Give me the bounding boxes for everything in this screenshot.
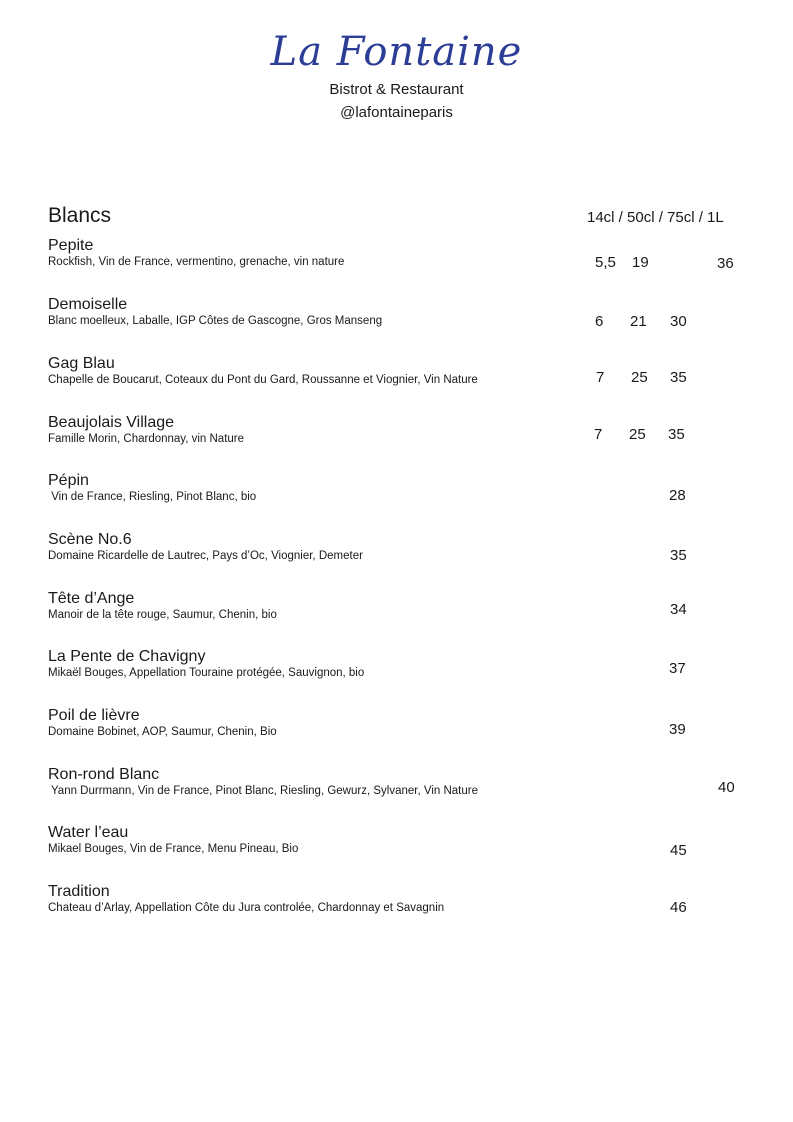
price-75cl: 37 [669,660,686,677]
wine-description: Famille Morin, Chardonnay, vin Nature [48,433,245,445]
wine-item [48,765,588,799]
wine-item [48,647,588,681]
wine-name: Poil de lièvre [48,707,140,724]
wine-item [48,236,588,270]
price-14cl: 5,5 [595,254,616,271]
price-50cl: 19 [632,254,649,271]
wine-description: Domaine Bobinet, AOP, Saumur, Chenin, Bio [48,726,277,738]
social-handle: @lafontaineparis [340,104,453,121]
price-14cl: 6 [595,313,604,330]
restaurant-logo: La Fontaine [270,29,523,75]
wine-name: Tête d’Ange [48,590,135,607]
price-14cl: 7 [596,369,605,386]
wine-name: Ron-rond Blanc [48,766,160,783]
price-75cl: 28 [669,487,686,504]
price-50cl: 25 [631,369,648,386]
wine-item [48,823,588,857]
wine-name: Beaujolais Village [48,414,175,431]
wine-name: Water l’eau [48,824,129,841]
wine-name: Tradition [48,883,110,900]
price-14cl: 7 [594,426,603,443]
price-columns-header: 14cl / 50cl / 75cl / 1L [587,209,724,226]
wine-description: Vin de France, Riesling, Pinot Blanc, bio [48,491,257,503]
wine-description: Mikael Bouges, Vin de France, Menu Pineau, Bio [48,843,299,855]
price-1l: 40 [718,779,735,796]
wine-item [48,354,588,388]
wine-item [48,530,588,564]
price-75cl: 30 [670,313,687,330]
wine-description: Blanc moelleux, Laballe, IGP Côtes de Gascogne, Gros Manseng [48,315,383,327]
wine-name: La Pente de Chavigny [48,648,206,665]
wine-description: Chapelle de Boucarut, Coteaux du Pont du Gard, Roussanne et Viognier, Vin Nature [48,374,478,386]
wine-description: Manoir de la tête rouge, Saumur, Chenin, bio [48,609,277,621]
restaurant-subtitle: Bistrot & Restaurant [329,81,464,98]
wine-name: Demoiselle [48,296,128,313]
wine-description: Domaine Ricardelle de Lautrec, Pays d’Oc, Viognier, Demeter [48,550,363,562]
section-title: Blancs [48,204,112,227]
price-75cl: 34 [670,601,687,618]
wine-description: Rockfish, Vin de France, vermentino, grenache, vin nature [48,256,345,268]
wine-description: Chateau d’Arlay, Appellation Côte du Jura controlée, Chardonnay et Savagnin [48,902,445,914]
price-50cl: 25 [629,426,646,443]
wine-description: Mikaël Bouges, Appellation Touraine protégée, Sauvignon, bio [48,667,365,679]
wine-name: Pepite [48,237,94,254]
wine-item [48,295,588,329]
price-75cl: 35 [668,426,685,443]
price-75cl: 35 [670,547,687,564]
wine-item [48,413,588,447]
price-75cl: 45 [670,842,687,859]
price-1l: 36 [717,255,734,272]
wine-item [48,589,588,623]
wine-item [48,706,588,740]
wine-name: Gag Blau [48,355,115,372]
price-75cl: 46 [670,899,687,916]
price-75cl: 35 [670,369,687,386]
wine-item [48,882,588,916]
wine-description: Yann Durrmann, Vin de France, Pinot Blanc, Riesling, Gewurz, Sylvaner, Vin Nature [48,785,478,797]
price-50cl: 21 [630,313,647,330]
wine-item [48,471,588,505]
wine-name: Pépin [48,472,89,489]
wine-name: Scène No.6 [48,531,132,548]
price-75cl: 39 [669,721,686,738]
